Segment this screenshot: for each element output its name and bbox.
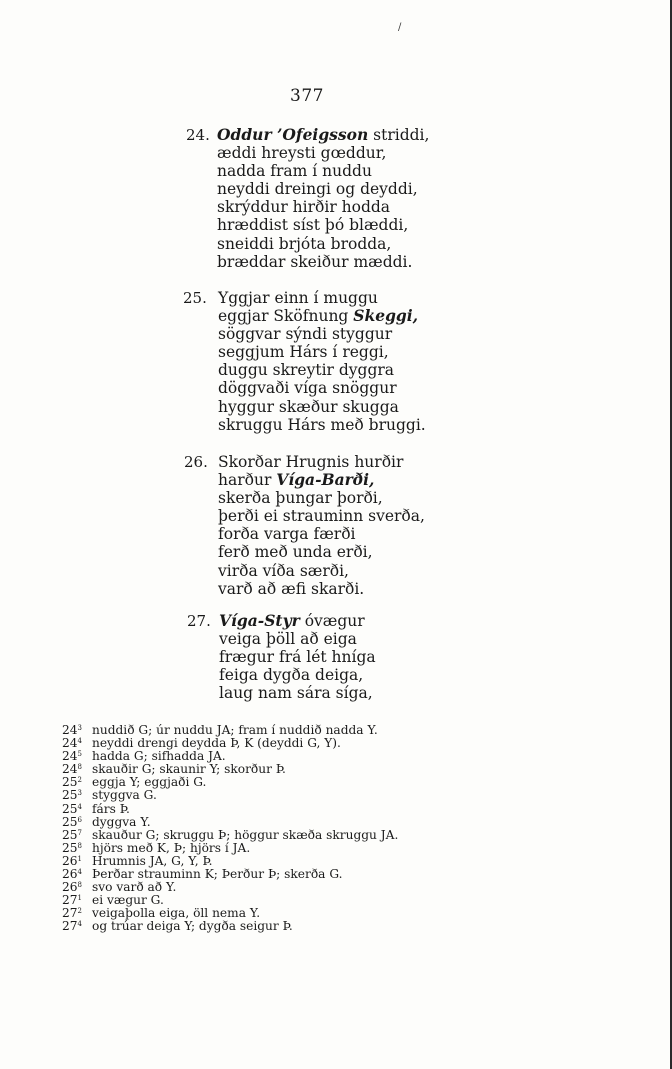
verse-text: sneiddi brjóta brodda, xyxy=(217,234,392,253)
verse-text: skerða þungar þorði, xyxy=(218,489,383,508)
verse-text: Yggjar einn í muggu xyxy=(218,289,378,307)
verse-line xyxy=(217,198,429,216)
note-text: fárs Þ. xyxy=(92,801,130,816)
note-line: 8 xyxy=(77,763,82,772)
note-text: svo varð að Y. xyxy=(92,880,177,895)
variant-note xyxy=(62,761,398,777)
verse-text: hræddist síst þó blæddi, xyxy=(217,216,409,235)
variant-note xyxy=(62,866,398,882)
verse-text: neyddi dreingi og deyddi, xyxy=(217,180,418,199)
note-stanza: 24 xyxy=(62,736,78,751)
note-line: 4 xyxy=(77,802,82,811)
note-stanza: 24 xyxy=(62,762,78,777)
note-line: 2 xyxy=(77,907,82,916)
note-text: hadda G; sifhadda JA. xyxy=(92,749,226,764)
verse-text: ferð með unda erði, xyxy=(218,543,373,562)
variant-note xyxy=(62,827,398,840)
note-stanza: 27 xyxy=(62,919,78,934)
note-text: styggva G. xyxy=(92,788,157,803)
verse-line xyxy=(218,453,425,471)
variant-note xyxy=(62,774,398,790)
verse-line xyxy=(218,580,425,598)
verse-line xyxy=(218,489,425,507)
note-line: 7 xyxy=(77,828,82,837)
note-text: og trúar deiga Y; dygða seigur Þ. xyxy=(92,919,293,934)
verse-name-italic: Víga-Styr xyxy=(219,611,300,630)
verse-line xyxy=(218,471,425,489)
verse-line xyxy=(217,253,429,271)
verse-line xyxy=(219,612,376,630)
note-text: Hrumnis JA, G, Y, Þ. xyxy=(92,853,213,868)
variant-note xyxy=(62,892,398,908)
note-stanza: 25 xyxy=(62,827,78,842)
note-stanza: 27 xyxy=(62,906,78,921)
verse-text: döggvaði víga snöggur xyxy=(218,379,397,398)
verse-line xyxy=(218,343,426,361)
note-text: veigaþolla eiga, öll nema Y. xyxy=(92,906,261,921)
verse-line xyxy=(218,379,426,397)
variant-notes xyxy=(62,722,398,932)
note-text: nuddið G; úr nuddu JA; fram í nuddið nadda Y. xyxy=(92,723,378,737)
verse-line xyxy=(218,325,426,343)
note-text: ei vægur G. xyxy=(92,893,164,908)
verse-text: feiga dygða deiga, xyxy=(219,666,364,685)
note-line: 3 xyxy=(77,724,82,732)
verse-text: þerði ei strauminn sverða, xyxy=(218,507,425,526)
verse-text: striddi, xyxy=(368,126,430,144)
verse-line xyxy=(219,648,376,666)
note-line: 5 xyxy=(77,750,82,759)
verse-text: nadda fram í nuddu xyxy=(217,162,372,181)
verse-line xyxy=(218,307,426,325)
note-stanza: 25 xyxy=(62,840,78,855)
verse-line xyxy=(218,543,425,561)
page-number: 377 xyxy=(290,86,324,106)
verse-line xyxy=(217,144,429,162)
note-line: 8 xyxy=(77,881,82,890)
note-stanza: 24 xyxy=(62,723,78,737)
variant-note xyxy=(62,879,398,895)
variant-note xyxy=(62,814,398,827)
verse-line xyxy=(218,562,425,580)
variant-note xyxy=(62,748,398,764)
verse-line xyxy=(218,507,425,525)
note-text: hjörs með K, Þ; hjörs í JA. xyxy=(92,840,251,855)
ink-speck: / xyxy=(398,22,402,33)
verse-text: óvægur xyxy=(299,612,365,630)
note-stanza: 25 xyxy=(62,814,78,829)
verse-text: veiga þöll að eiga xyxy=(219,630,357,649)
variant-note xyxy=(62,735,398,751)
stanza-lines xyxy=(217,126,429,271)
verse-name-italic: Skeggi, xyxy=(353,306,419,326)
note-stanza: 25 xyxy=(62,775,78,790)
verse-line xyxy=(218,289,426,307)
note-stanza: 26 xyxy=(62,853,78,868)
variant-note xyxy=(62,722,398,735)
note-line: 2 xyxy=(77,776,82,785)
note-stanza: 25 xyxy=(62,801,78,816)
verse-text: duggu skreytir dyggra xyxy=(218,361,395,380)
stanza-lines xyxy=(219,612,376,702)
verse-text: seggjum Hárs í reggi, xyxy=(218,343,389,362)
note-line: 8 xyxy=(77,841,82,850)
verse-text: skruggu Hárs með bruggi. xyxy=(218,415,426,434)
note-stanza: 24 xyxy=(62,749,78,764)
verse-text: virða víða særði, xyxy=(218,561,349,580)
note-line: 3 xyxy=(77,789,82,798)
verse-text: söggvar sýndi styggur xyxy=(218,325,393,344)
verse-line xyxy=(218,416,426,434)
verse-text: eggjar Sköfnung xyxy=(218,307,354,326)
verse-text: Skorðar Hrugnis hurðir xyxy=(218,453,404,471)
note-text: Þerðar strauminn K; Þerður Þ; skerða G. xyxy=(92,867,343,882)
verse-text: skrýddur hirðir hodda xyxy=(217,198,391,217)
note-line: 6 xyxy=(77,815,82,824)
verse-text: forða varga færði xyxy=(218,525,356,544)
verse-text: hyggur skæður skugga xyxy=(218,397,399,416)
note-stanza: 27 xyxy=(62,893,78,908)
verse-line xyxy=(219,630,376,648)
verse-line xyxy=(217,216,429,234)
verse-line xyxy=(218,361,426,379)
variant-note xyxy=(62,918,398,934)
note-text: skauður G; skruggu Þ; höggur skæða skruggu JA. xyxy=(92,827,399,842)
note-line: 4 xyxy=(77,868,82,877)
stanza-number: 24. xyxy=(186,126,210,144)
stanza-lines xyxy=(218,453,425,598)
variant-note xyxy=(62,787,398,803)
stanza-number: 26. xyxy=(184,453,208,471)
verse-line xyxy=(218,525,425,543)
verse-line xyxy=(219,684,376,702)
verse-text: æddi hreysti gœddur, xyxy=(217,144,387,163)
stanza-lines xyxy=(218,289,426,434)
stanza-number: 25. xyxy=(183,289,207,307)
note-stanza: 25 xyxy=(62,788,78,803)
note-line: 1 xyxy=(77,894,82,903)
verse-text: frægur frá lét hníga xyxy=(219,648,376,667)
verse-text: harður xyxy=(218,471,277,490)
variant-note xyxy=(62,801,398,814)
verse-line xyxy=(217,126,429,144)
stanza-number: 27. xyxy=(187,612,211,630)
verse-text: varð að æfi skarði. xyxy=(218,579,365,598)
verse-line xyxy=(219,666,376,684)
verse-name-italic: Víga-Barði, xyxy=(276,470,375,490)
note-text: skauðir G; skaunir Y; skorður Þ. xyxy=(92,762,286,777)
note-reference xyxy=(62,918,92,933)
verse-line xyxy=(218,398,426,416)
note-line: 4 xyxy=(77,920,82,929)
note-stanza: 26 xyxy=(62,880,78,895)
note-text: eggja Y; eggjaði G. xyxy=(92,775,207,790)
verse-text: laug nam sára síga, xyxy=(219,684,373,703)
verse-text: bræddar skeiður mæddi. xyxy=(217,252,413,271)
verse-line xyxy=(217,180,429,198)
variant-note xyxy=(62,905,398,921)
note-text: dyggva Y. xyxy=(92,814,151,829)
verse-line xyxy=(217,162,429,180)
note-text: neyddi drengi deydda Þ, K (deyddi G, Y). xyxy=(92,736,341,751)
note-line: 1 xyxy=(77,854,82,863)
note-stanza: 26 xyxy=(62,867,78,882)
verse-line xyxy=(217,235,429,253)
note-line: 4 xyxy=(77,737,82,746)
verse-name-italic: Oddur ’Ofeigsson xyxy=(217,125,369,144)
